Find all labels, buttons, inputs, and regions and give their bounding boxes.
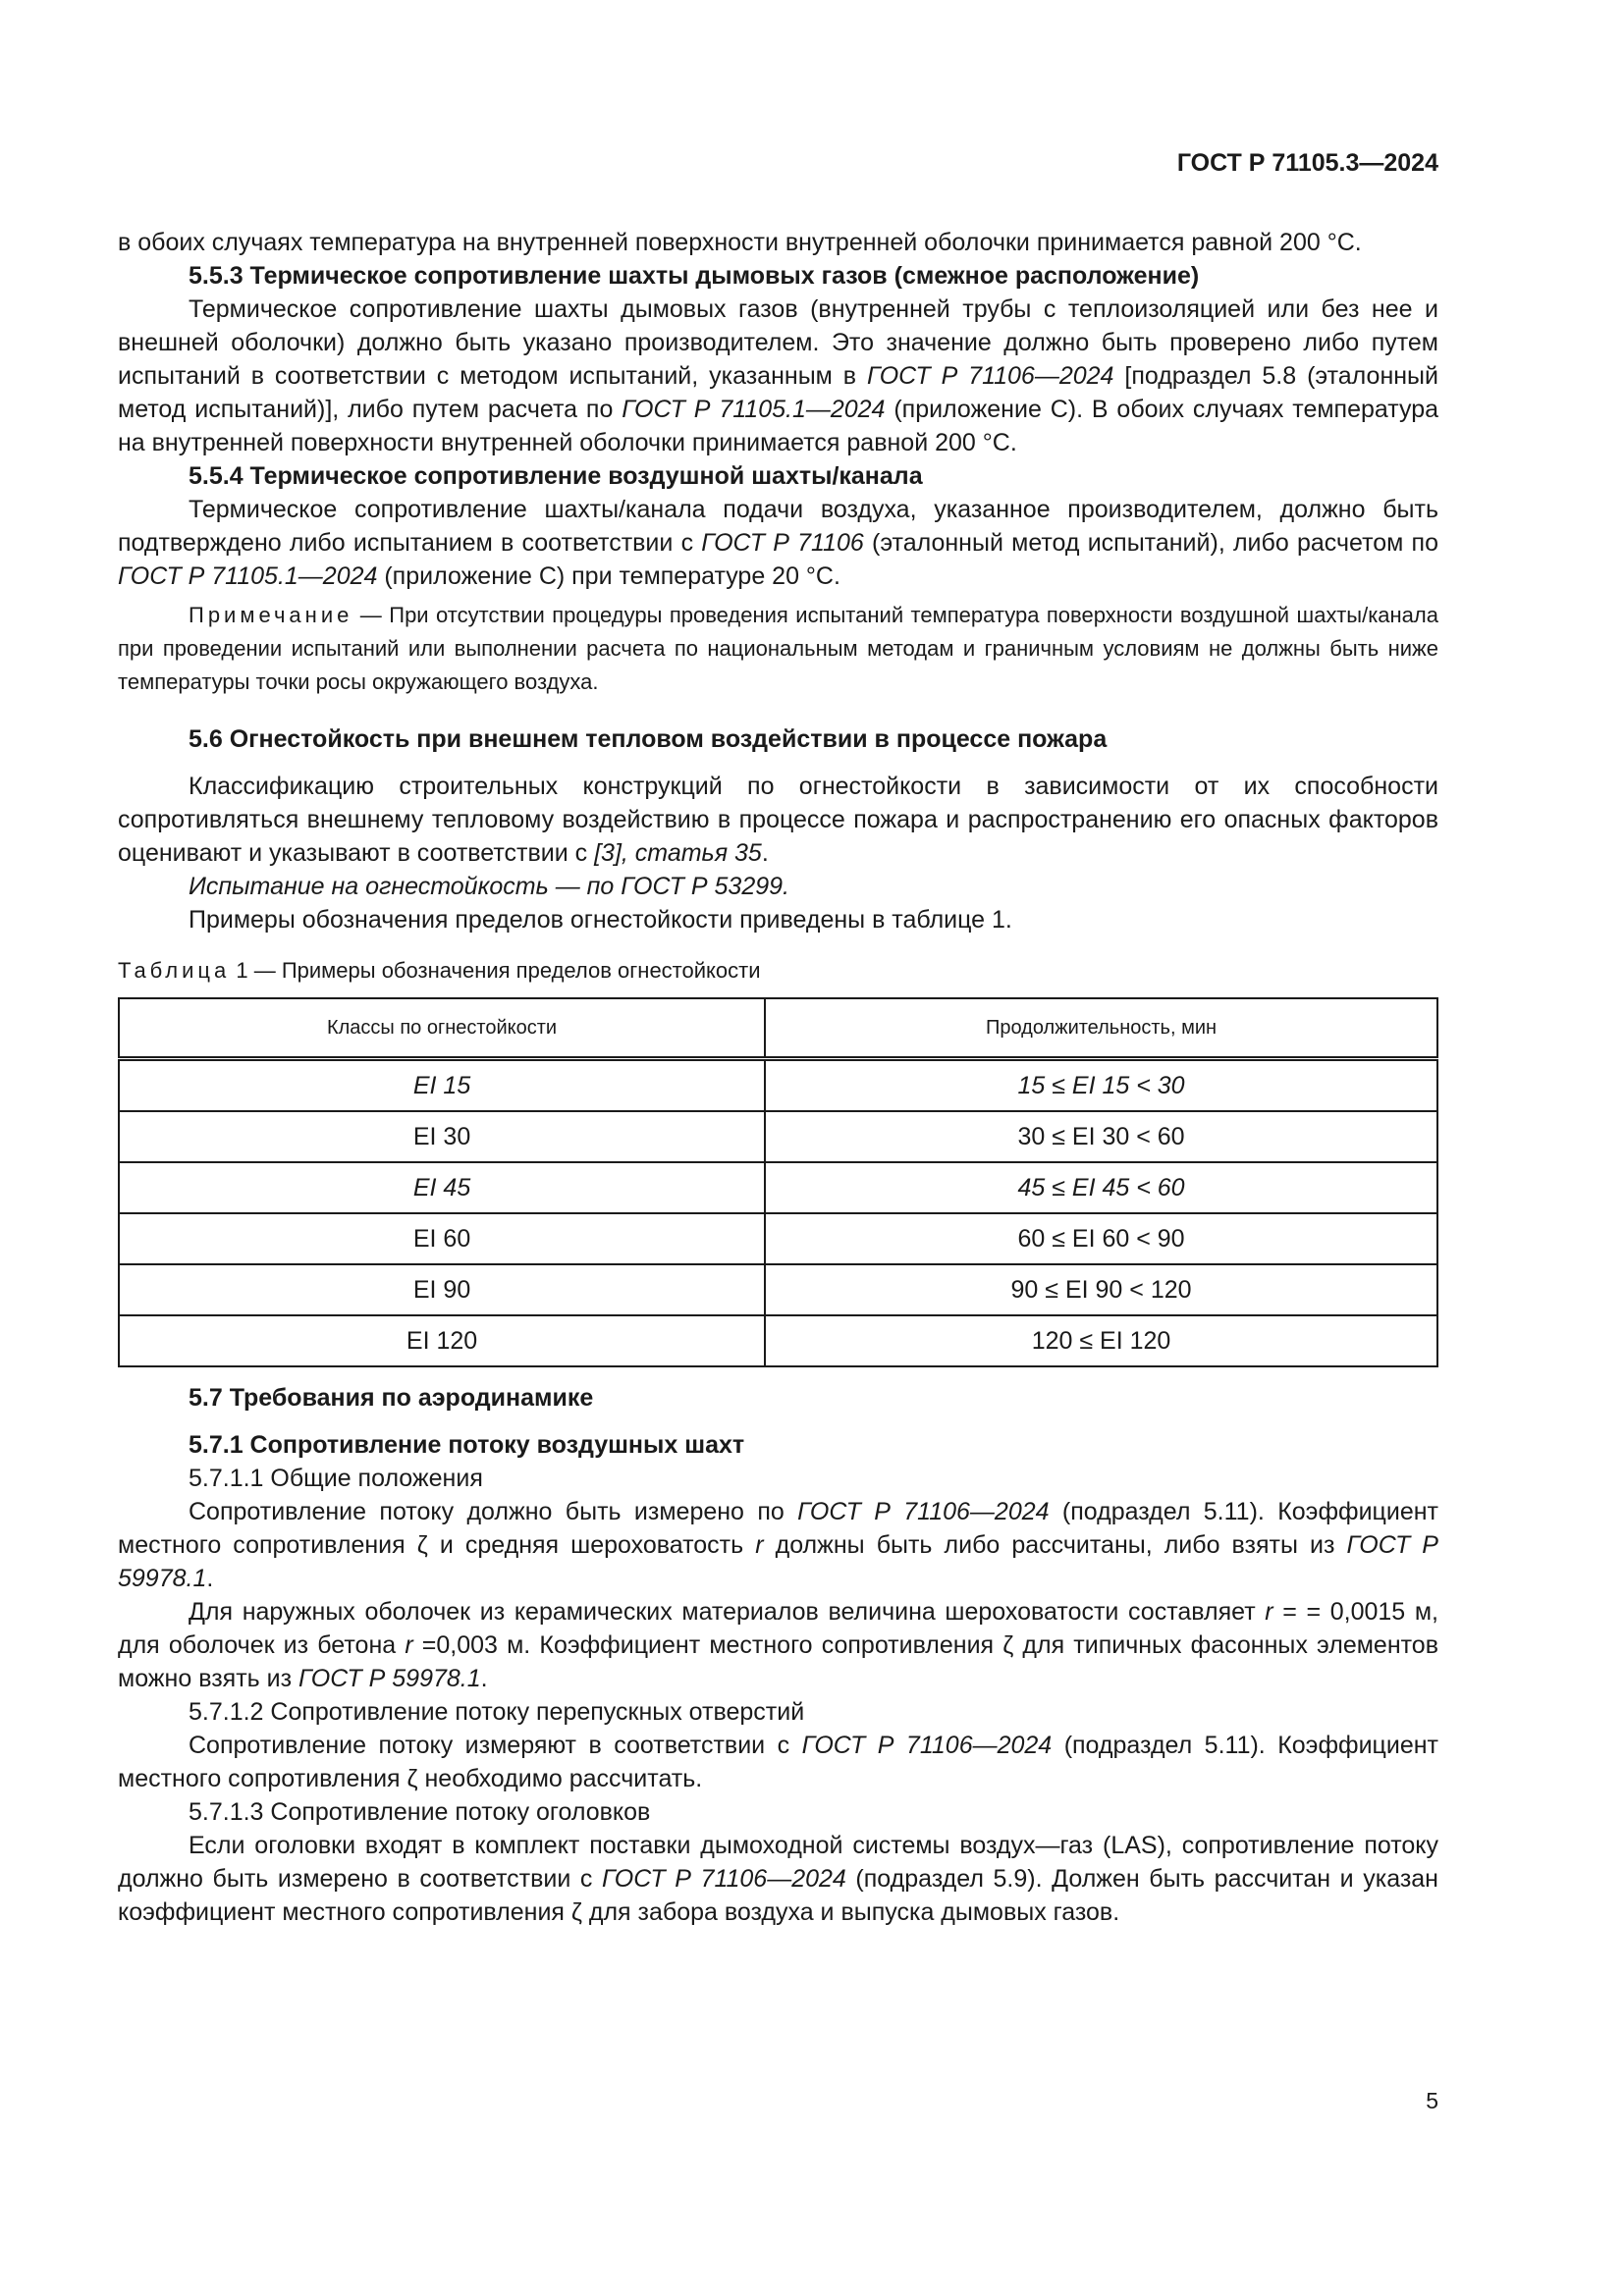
table-row [119, 1111, 1437, 1162]
spacer [118, 1367, 1438, 1381]
paragraph: Примеры обозначения пределов огнестойкости приведены в таблице 1. [189, 906, 1012, 934]
text-run: Если оголовки входят в комплект поставки дымоходной системы воздух—газ (LAS), сопротивление потоку должно быть измерено в соответствии с [118, 1832, 1438, 1893]
paragraph [118, 1595, 1438, 1695]
standard-reference: ГОСТ Р 71106—2024 [801, 1732, 1053, 1759]
text-run: должны быть либо рассчитаны, либо взяты из [763, 1531, 1347, 1559]
note-label: Примечание [189, 603, 353, 627]
table-cell-class: EI 60 [119, 1213, 765, 1264]
text-run: = = 0,0015 м, для оболочек из бетона [118, 1598, 1438, 1659]
spacer [118, 1415, 1438, 1428]
standard-reference: ГОСТ Р 71105.1—2024 [118, 562, 378, 590]
note-text: — При отсутствии процедуры проведения испытаний температура поверхности воздушной шахты/канала при проведении испытаний или выполнении расчета по национальным методам и граничным условиям не должны быть ниже температуры точки росы окружающего воздуха. [118, 603, 1438, 694]
text-run: (подраздел 5.9). Должен быть рассчитан и указан коэффициент местного сопротивления ζ для забора воздуха и выпуска дымовых газов. [118, 1865, 1438, 1926]
table-cell-duration: 120 ≤ EI 120 [765, 1315, 1437, 1366]
text-run: [подраздел 5.8 (эталонный метод испытаний)], либо путем расчета по [118, 362, 1438, 423]
text-run: (подраздел 5.11). Коэффициент местного сопротивления ζ и средняя шероховатость [118, 1498, 1438, 1559]
note [118, 599, 1438, 699]
section-heading-5-6: 5.6 Огнестойкость при внешнем тепловом воздействии в процессе пожара [189, 725, 1108, 753]
text-run: Термическое сопротивление шахты дымовых газов (внутренней трубы с теплоизоляцией или без нее и внешней оболочки) должно быть указано производителем. Это значение должно быть проверено либо путем испытаний в соответствии с методом испытаний, указанным в [118, 295, 1438, 390]
section-heading-5-5-4: 5.5.4 Термическое сопротивление воздушной шахты/канала [189, 462, 923, 490]
text-run: . [206, 1565, 214, 1592]
section-heading-5-5-3: 5.5.3 Термическое сопротивление шахты дымовых газов (смежное расположение) [189, 262, 1200, 290]
table-row [119, 1315, 1437, 1366]
text-run: . [761, 839, 769, 867]
law-reference: [3], статья 35 [594, 839, 762, 867]
text-run: (подраздел 5.11). Коэффициент местного сопротивления ζ необходимо рассчитать. [118, 1732, 1438, 1792]
paragraph-continuation [118, 226, 1438, 259]
table-cell-duration: 60 ≤ EI 60 < 90 [765, 1213, 1437, 1264]
paragraph [118, 1495, 1438, 1595]
text-run: Сопротивление потоку измеряют в соответствии с [189, 1732, 802, 1759]
subsection-heading-5-7-1-2: 5.7.1.2 Сопротивление потоку перепускных отверстий [189, 1698, 805, 1726]
table-caption [118, 954, 1438, 988]
standard-reference: ГОСТ Р 71106—2024 [601, 1865, 846, 1893]
spacer [118, 756, 1438, 770]
text-run: Классификацию строительных конструкций по огнестойкости в зависимости от их способности сопротивляться внешнему тепловому воздействию в процессе пожара и распространению его опасных факторов оценивают и указывают в соответствии с [118, 773, 1438, 867]
standard-reference: ГОСТ Р 59978.1 [298, 1665, 481, 1692]
subsection-heading-5-7-1-1: 5.7.1.1 Общие положения [189, 1465, 483, 1492]
table-row [119, 1264, 1437, 1315]
standard-reference: ГОСТ Р 59978.1 [118, 1531, 1438, 1592]
table-cell-class: EI 120 [119, 1315, 765, 1366]
table-cell-class: EI 15 [119, 1059, 765, 1112]
spacer [118, 699, 1438, 722]
table-row [119, 1059, 1437, 1112]
subsection-heading-5-7-1-3: 5.7.1.3 Сопротивление потоку оголовков [189, 1798, 651, 1826]
table-caption-text: 1 — Примеры обозначения пределов огнестойкости [230, 958, 761, 983]
variable: r [755, 1531, 764, 1559]
text-run: Для наружных оболочек из керамических материалов величина шероховатости составляет [189, 1598, 1266, 1626]
fire-resistance-table [118, 997, 1438, 1367]
paragraph [118, 1829, 1438, 1929]
table-cell-class: EI 45 [119, 1162, 765, 1213]
table-header-row [119, 998, 1437, 1059]
table-cell-duration: 15 ≤ EI 15 < 30 [765, 1059, 1437, 1112]
table-cell-duration: 90 ≤ EI 90 < 120 [765, 1264, 1437, 1315]
standard-reference: ГОСТ Р 71106—2024 [797, 1498, 1050, 1525]
paragraph [118, 1729, 1438, 1795]
variable: r [1265, 1598, 1273, 1626]
document-body [118, 226, 1438, 1929]
document-header: ГОСТ Р 71105.3—2024 [1176, 149, 1438, 177]
table-caption-label: Таблица [118, 958, 231, 983]
section-heading-5-7: 5.7 Требования по аэродинамике [189, 1384, 594, 1412]
paragraph [118, 493, 1438, 593]
text-run: (приложение С). В обоих случаях температура на внутренней поверхности внутренней оболочки принимается равной 200 °C. [118, 396, 1438, 456]
column-header-duration: Продолжительность, мин [765, 998, 1437, 1059]
text-run: в обоих случаях температура на внутренней поверхности внутренней оболочки принимается равной 200 °C. [118, 229, 1362, 256]
text-run: . [480, 1665, 488, 1692]
page-number: 5 [1426, 2088, 1438, 2113]
text-run: (эталонный метод испытаний), либо расчетом по [863, 529, 1438, 557]
text-run: Термическое сопротивление шахты/канала подачи воздуха, указанное производителем, должно быть подтверждено либо испытанием в соответствии с [118, 496, 1438, 557]
text-run: Сопротивление потоку должно быть измерено по [189, 1498, 798, 1525]
variable: r [405, 1631, 413, 1659]
standard-reference: ГОСТ Р 71106 [701, 529, 864, 557]
table-cell-duration: 45 ≤ EI 45 < 60 [765, 1162, 1437, 1213]
column-header-class: Классы по огнестойкости [119, 998, 765, 1059]
table-row [119, 1213, 1437, 1264]
paragraph [118, 770, 1438, 870]
standard-reference: ГОСТ Р 71105.1—2024 [622, 396, 886, 423]
paragraph-italic: Испытание на огнестойкость — по ГОСТ Р 53299. [189, 873, 789, 900]
text-run: (приложение С) при температуре 20 °C. [377, 562, 840, 590]
table-cell-duration: 30 ≤ EI 30 < 60 [765, 1111, 1437, 1162]
paragraph [118, 293, 1438, 459]
section-heading-5-7-1: 5.7.1 Сопротивление потоку воздушных шахт [189, 1431, 745, 1459]
standard-reference: ГОСТ Р 71106—2024 [866, 362, 1114, 390]
text-run: =0,003 м. Коэффициент местного сопротивления ζ для типичных фасонных элементов можно взять из [118, 1631, 1438, 1692]
table-row [119, 1162, 1437, 1213]
table-cell-class: EI 90 [119, 1264, 765, 1315]
table-cell-class: EI 30 [119, 1111, 765, 1162]
